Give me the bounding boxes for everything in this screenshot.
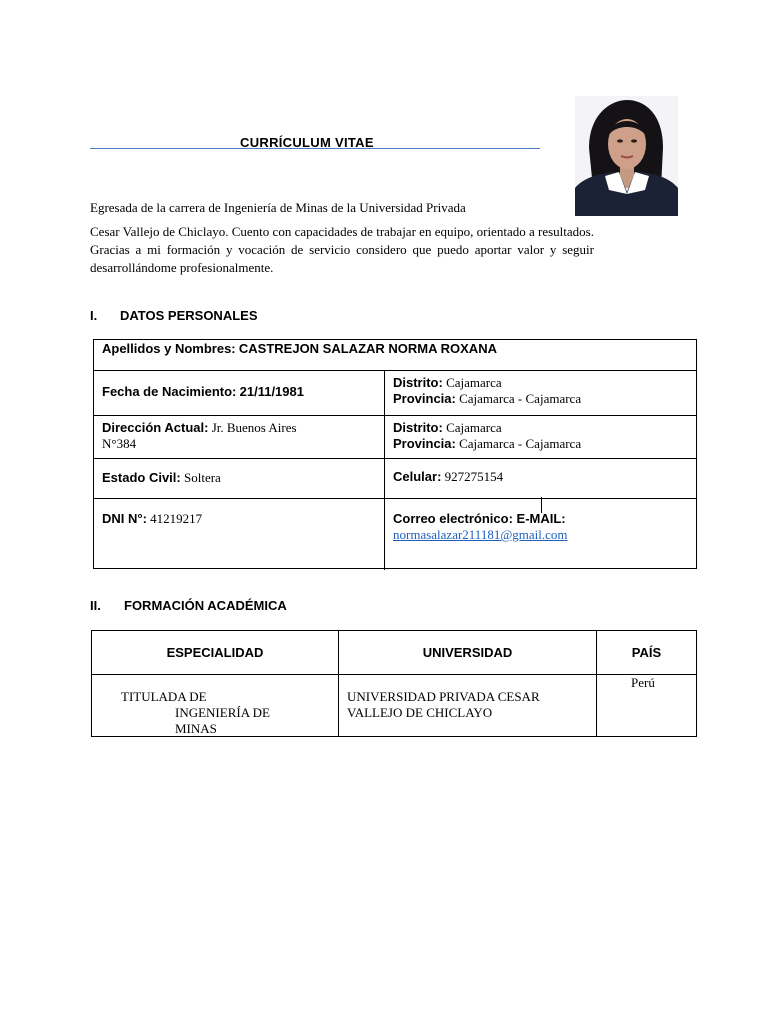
table-row	[94, 340, 696, 371]
university-cell	[339, 675, 597, 736]
province-value: Cajamarca - Cajamarca	[459, 436, 582, 451]
address-value-1: Jr. Buenos Aires	[211, 420, 297, 435]
names-cell	[94, 340, 696, 370]
table-row	[94, 499, 696, 570]
civil-value: Soltera	[184, 470, 221, 485]
phone-label: Celular:	[393, 469, 442, 484]
intro-line: Egresada de la carrera de Ingeniería de Minas de la Universidad Privada	[90, 200, 466, 215]
phone-cell	[385, 459, 696, 498]
address-label: Dirección Actual:	[102, 420, 209, 435]
specialty-line-3: MINAS	[175, 721, 217, 736]
phone-value: 927275154	[444, 469, 504, 484]
country-name: Perú	[631, 675, 655, 690]
civil-label: Estado Civil:	[102, 470, 181, 485]
section-title: FORMACIÓN ACADÉMICA	[124, 598, 287, 613]
section-number: II.	[90, 598, 101, 613]
dni-value: 41219217	[150, 511, 203, 526]
district-label: Distrito:	[393, 375, 443, 390]
cv-title: CURRÍCULUM VITAE	[240, 135, 374, 150]
email-cell	[385, 499, 696, 570]
names-value: CASTREJON SALAZAR NORMA ROXANA	[238, 341, 497, 356]
province-label: Provincia:	[393, 391, 456, 406]
birth-label: Fecha de Nacimiento:	[102, 384, 237, 399]
dni-cell	[94, 499, 385, 570]
section-number: I.	[90, 308, 98, 323]
country-cell	[597, 675, 696, 736]
column-header-country: PAÍS	[597, 631, 696, 675]
email-link[interactable]: normasalazar211181@gmail.com	[393, 527, 568, 542]
section-title: DATOS PERSONALES	[120, 308, 258, 323]
intro-paragraph: Cesar Vallejo de Chiclayo. Cuento con capacidades de trabajar en equipo, orientado a resultados. Gracias a mi formación y vocación de servicio considero que puedo aportar valor y seguir desarrollándome profesionalmente.	[90, 224, 594, 275]
province-label: Provincia:	[393, 436, 456, 451]
section-academic-heading	[90, 598, 287, 613]
address-cell	[94, 416, 385, 458]
title-underline	[90, 148, 540, 149]
birth-value: 21/11/1981	[239, 384, 304, 399]
district-value: Cajamarca	[446, 420, 502, 435]
birth-cell	[94, 371, 385, 415]
table-row	[94, 371, 696, 416]
dni-label: DNI N°:	[102, 511, 147, 526]
location-cell	[385, 371, 696, 415]
university-name: UNIVERSIDAD PRIVADA CESAR VALLEJO DE CHICLAYO	[347, 689, 540, 720]
email-label: Correo electrónico: E-MAIL:	[393, 511, 566, 526]
table-row	[94, 459, 696, 499]
column-header-university: UNIVERSIDAD	[339, 631, 597, 675]
specialty-line-2: INGENIERÍA DE	[175, 705, 270, 720]
province-value: Cajamarca - Cajamarca	[459, 391, 582, 406]
names-label: Apellidos y Nombres:	[102, 341, 236, 356]
profile-photo	[575, 96, 678, 216]
academic-table	[91, 630, 697, 737]
section-personal-heading	[90, 308, 257, 323]
specialty-line-1: TITULADA DE	[121, 689, 207, 704]
location-cell-2	[385, 416, 696, 458]
address-value-2: N°384	[102, 436, 137, 451]
district-value: Cajamarca	[446, 375, 502, 390]
personal-data-table	[93, 339, 697, 569]
district-label: Distrito:	[393, 420, 443, 435]
column-header-specialty: ESPECIALIDAD	[92, 631, 339, 675]
table-row	[94, 416, 696, 459]
civil-cell	[94, 459, 385, 498]
specialty-cell	[92, 675, 339, 736]
